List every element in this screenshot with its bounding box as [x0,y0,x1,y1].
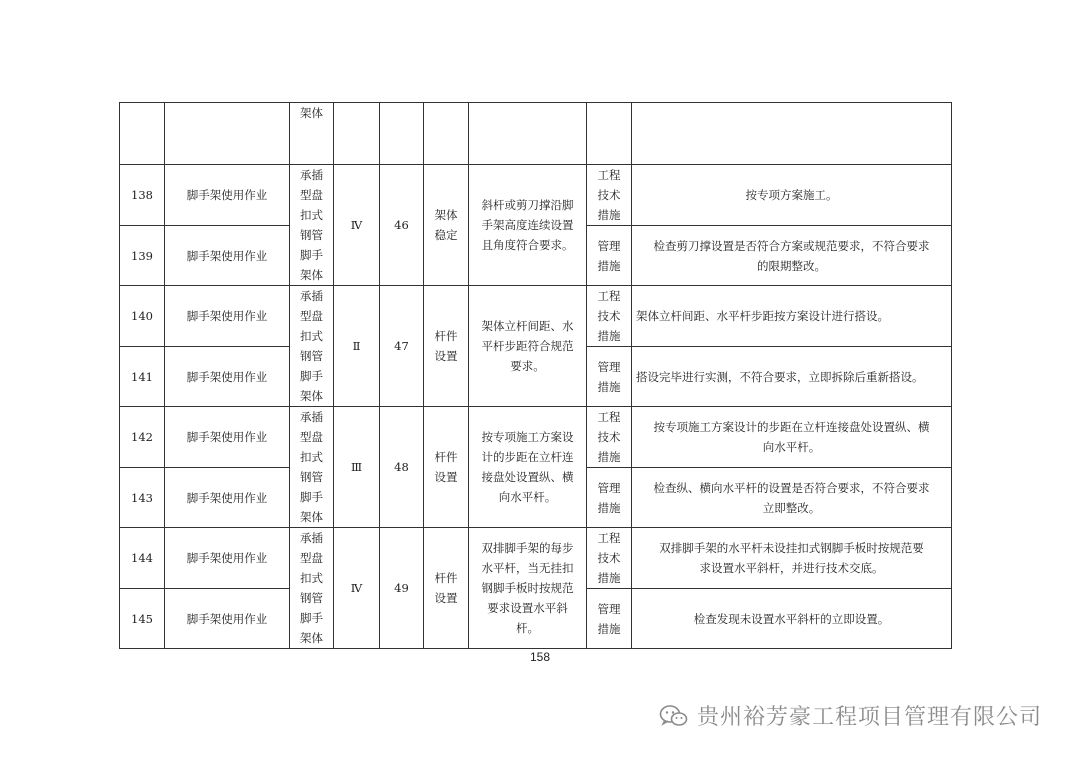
continuation-object-text: 架体 [300,106,323,120]
row-id-text: 141 [131,369,153,384]
activity-cell-text: 脚手架使用作业 [186,551,268,565]
row-id-text: 144 [131,551,153,565]
measure-cell [632,165,952,226]
number-cell-text: 47 [394,339,409,353]
measure-cell [632,226,952,286]
table-row [120,528,952,589]
object-cell [290,286,334,407]
requirement-cell [469,407,587,528]
number-cell-text: 48 [394,460,409,474]
level-cell-text: Ⅳ [350,218,363,232]
measure-cell [632,286,952,347]
activity-cell [165,407,290,468]
measure-cell-text: 检查剪刀撑设置是否符合方案或规范要求，不符合要求 的限期整改。 [653,238,930,273]
activity-cell-text: 脚手架使用作业 [186,188,268,202]
category-cell-text: 架体 稳定 [434,208,458,242]
row-id-text: 143 [131,490,153,505]
continuation-requirement-cell [469,103,587,165]
level-cell [334,286,380,407]
level-cell-text: Ⅳ [350,581,363,595]
measure-type-cell-text: 工程 技术 措施 [597,410,621,464]
measure-type-cell [587,407,632,468]
object-cell-text: 承插 型盘 扣式 钢管 脚手 架体 [300,168,323,282]
measure-cell-text: 按专项方案施工。 [745,188,838,202]
row-id [120,165,165,226]
object-cell [290,407,334,528]
number-cell [380,165,424,286]
requirement-cell-text: 双排脚手架的每步 水平杆，当无挂扣 钢脚手板时按规范 要求设置水平斜 杆。 [481,541,574,635]
measure-type-cell [587,528,632,589]
activity-cell-text: 脚手架使用作业 [186,430,268,444]
row-id-text: 142 [131,430,153,444]
row-id [120,226,165,286]
row-id-text: 140 [131,309,153,323]
category-cell [424,407,469,528]
requirement-cell-text: 架体立杆间距、水 平杆步距符合规范 要求。 [481,319,574,373]
measure-type-cell [587,347,632,407]
measure-cell-text: 检查发现未设置水平斜杆的立即设置。 [693,611,890,626]
continuation-category-cell [424,103,469,165]
level-cell [334,165,380,286]
category-cell-text: 杆件 设置 [434,329,458,363]
measure-type-cell [587,286,632,347]
row-id-text: 145 [131,611,153,626]
measure-type-cell [587,226,632,286]
measure-cell [632,468,952,528]
table-row [120,165,952,226]
category-cell [424,286,469,407]
measure-cell [632,528,952,589]
continuation-activity-cell [165,103,290,165]
continuation-level-cell [334,103,380,165]
activity-cell [165,589,290,649]
level-cell [334,528,380,649]
measure-cell-text: 按专项施工方案设计的步距在立杆连接盘处设置纵、横 向水平杆。 [653,420,930,454]
row-id [120,589,165,649]
measure-cell-text: 搭设完毕进行实测，不符合要求，立即拆除后重新搭设。 [636,369,924,384]
level-cell [334,407,380,528]
activity-cell [165,226,290,286]
row-id [120,347,165,407]
row-id [120,286,165,347]
measure-type-cell-text: 管理 措施 [597,480,621,515]
page-number: 158 [529,650,551,664]
requirement-cell-text: 斜杆或剪刀撑沿脚 手架高度连续设置 且角度符合要求。 [481,198,574,252]
continuation-number-cell [380,103,424,165]
activity-cell-text: 脚手架使用作业 [186,369,268,384]
number-cell [380,286,424,407]
continuation-object-cell [290,103,334,165]
measure-type-cell-text: 工程 技术 措施 [597,168,621,222]
activity-cell [165,347,290,407]
object-cell [290,165,334,286]
level-cell-text: Ⅱ [352,339,361,353]
table-row [120,286,952,347]
watermark [659,700,1042,731]
row-id [120,468,165,528]
measure-type-cell-text: 工程 技术 措施 [597,289,621,343]
activity-cell-text: 脚手架使用作业 [186,248,268,263]
measure-type-cell-text: 管理 措施 [597,359,621,394]
row-id-text: 139 [131,248,153,263]
activity-cell [165,286,290,347]
requirement-cell-text: 按专项施工方案设 计的步距在立杆连 接盘处设置纵、横 向水平杆。 [481,430,574,504]
measure-cell-text: 架体立杆间距、水平杆步距按方案设计进行搭设。 [636,309,889,323]
measure-type-cell [587,165,632,226]
category-cell-text: 杆件 设置 [434,450,458,484]
requirement-cell [469,286,587,407]
continuation-id-cell [120,103,165,165]
continuation-measure-type-cell [587,103,632,165]
hazard-control-table [119,102,952,649]
number-cell-text: 46 [394,218,409,232]
activity-cell-text: 脚手架使用作业 [186,611,268,626]
measure-type-cell-text: 管理 措施 [597,601,621,636]
measure-cell [632,407,952,468]
activity-cell [165,165,290,226]
row-id [120,528,165,589]
requirement-cell [469,528,587,649]
row-id [120,407,165,468]
measure-type-cell-text: 工程 技术 措施 [597,531,621,585]
object-cell-text: 承插 型盘 扣式 钢管 脚手 架体 [300,531,323,645]
measure-type-cell-text: 管理 措施 [597,238,621,273]
wechat-icon [659,703,689,729]
activity-cell [165,528,290,589]
category-cell [424,528,469,649]
continuation-row [120,103,952,165]
category-cell-text: 杆件 设置 [434,571,458,605]
measure-type-cell [587,468,632,528]
measure-cell-text: 双排脚手架的水平杆未设挂扣式钢脚手板时按规范要 求设置水平斜杆，并进行技术交底。 [659,541,924,575]
requirement-cell [469,165,587,286]
table-row [120,407,952,468]
measure-type-cell [587,589,632,649]
number-cell [380,528,424,649]
measure-cell [632,589,952,649]
number-cell [380,407,424,528]
object-cell [290,528,334,649]
watermark-text: 贵州裕芳豪工程项目管理有限公司 [696,705,1042,730]
object-cell-text: 承插 型盘 扣式 钢管 脚手 架体 [300,410,323,524]
number-cell-text: 49 [394,581,409,595]
object-cell-text: 承插 型盘 扣式 钢管 脚手 架体 [300,289,323,403]
activity-cell [165,468,290,528]
measure-cell-text: 检查纵、横向水平杆的设置是否符合要求，不符合要求 立即整改。 [653,480,930,515]
measure-cell [632,347,952,407]
row-id-text: 138 [131,188,153,202]
continuation-measure-cell [632,103,952,165]
level-cell-text: Ⅲ [350,460,363,474]
activity-cell-text: 脚手架使用作业 [186,309,268,323]
activity-cell-text: 脚手架使用作业 [186,490,268,505]
category-cell [424,165,469,286]
